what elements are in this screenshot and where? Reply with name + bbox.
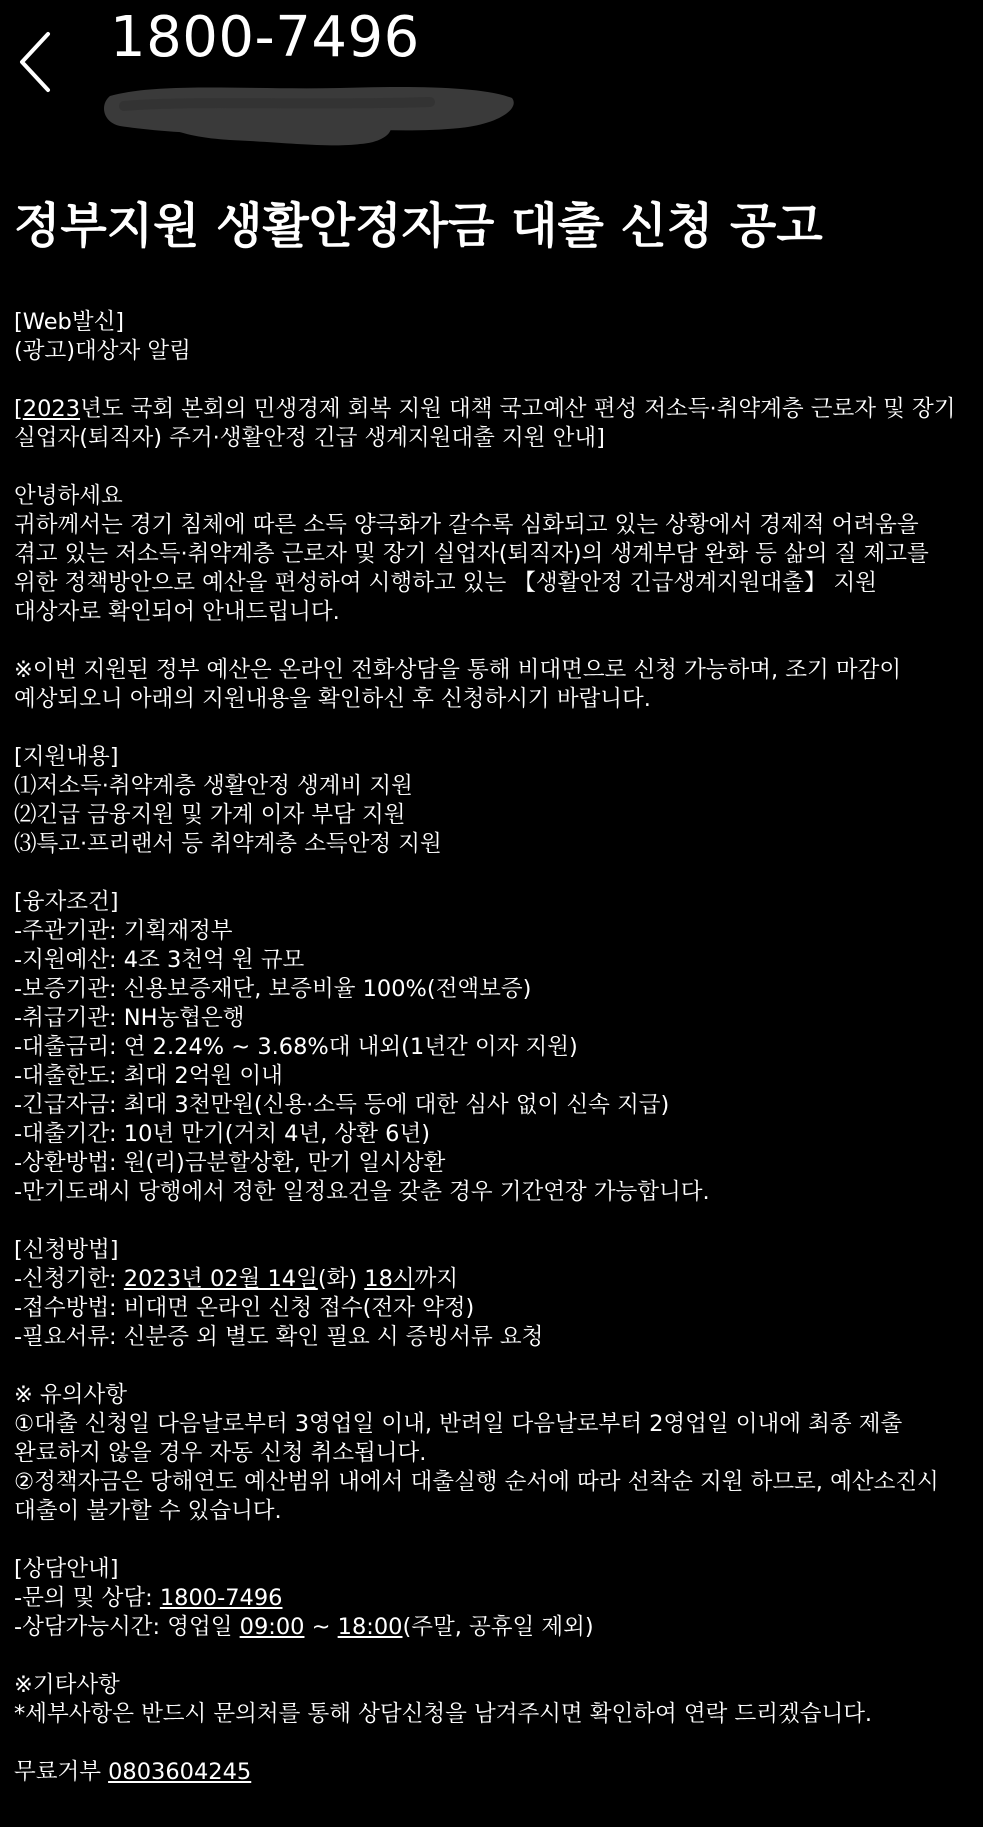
blank-line bbox=[14, 1526, 974, 1555]
message-line: -필요서류: 신분증 외 별도 확인 필요 시 증빙서류 요청 bbox=[14, 1324, 544, 1350]
message-line: [Web발신] bbox=[14, 309, 125, 335]
deadline-date-link[interactable]: 2023년 02월 14일 bbox=[123, 1266, 318, 1292]
message-line: (광고)대상자 알림 bbox=[14, 338, 191, 364]
section-heading: [융자조건] bbox=[14, 889, 119, 915]
section-heading: ※ 유의사항 bbox=[14, 1382, 127, 1408]
blank-line bbox=[14, 1352, 974, 1381]
section-heading: ※기타사항 bbox=[14, 1672, 120, 1698]
deadline-time-link[interactable]: 18시 bbox=[364, 1266, 415, 1292]
message-line: *세부사항은 반드시 문의처를 통해 상담신청을 남겨주시면 확인하여 연락 드리겠습니다. bbox=[14, 1701, 873, 1727]
message-line: ②정책자금은 당해연도 예산범위 내에서 대출실행 순서에 따라 선착순 지원 하므로, 예산소진시 bbox=[14, 1469, 939, 1495]
message-line: ①대출 신청일 다음날로부터 3영업일 이내, 반려일 다음날로부터 2영업일 이내에 최종 제출 bbox=[14, 1411, 903, 1437]
opt-out-line: 무료거부 0803604245 bbox=[14, 1759, 252, 1785]
message-line: 귀하께서는 경기 침체에 따른 소득 양극화가 갈수록 심화되고 있는 상황에서 경제적 어려움을 bbox=[14, 512, 919, 538]
message-line: -상담가능시간: 영업일 09:00 ~ 18:00(주말, 공휴일 제외) bbox=[14, 1614, 594, 1640]
chevron-left-icon bbox=[10, 26, 62, 98]
message-line: 실업자(퇴직자) 주거·생활안정 긴급 생계지원대출 지원 안내] bbox=[14, 425, 605, 451]
blank-line bbox=[14, 1729, 974, 1758]
message-line: -만기도래시 당행에서 정한 일정요건을 갖춘 경우 기간연장 가능합니다. bbox=[14, 1179, 710, 1205]
message-line: [2023년도 국회 본회의 민생경제 회복 지원 대책 국고예산 편성 저소득·취약계층 근로자 및 장기 bbox=[14, 396, 956, 422]
message-line: -긴급자금: 최대 3천만원(신용·소득 등에 대한 심사 없이 신속 지급) bbox=[14, 1092, 670, 1118]
message-line: -보증기관: 신용보증재단, 보증비율 100%(전액보증) bbox=[14, 976, 532, 1002]
sender-number[interactable]: 1800-7496 bbox=[110, 5, 420, 70]
message-line: 완료하지 않을 경우 자동 신청 취소됩니다. bbox=[14, 1440, 427, 1466]
message-line: 안녕하세요 bbox=[14, 483, 123, 509]
message-line: -신청기한: 2023년 02월 14일(화) 18시까지 bbox=[14, 1266, 459, 1292]
message-body bbox=[14, 308, 974, 1787]
message-line: 예상되오니 아래의 지원내용을 확인하신 후 신청하시기 바랍니다. bbox=[14, 686, 651, 712]
hours-end-link[interactable]: 18:00 bbox=[337, 1614, 403, 1640]
message-line: ⑵긴급 금융지원 및 가계 이자 부담 지원 bbox=[14, 802, 406, 828]
year-link[interactable]: 2023 bbox=[22, 396, 81, 422]
hours-start-link[interactable]: 09:00 bbox=[239, 1614, 305, 1640]
message-line: 대출이 불가할 수 있습니다. bbox=[14, 1498, 282, 1524]
section-heading: [상담안내] bbox=[14, 1556, 119, 1582]
blank-line bbox=[14, 627, 974, 656]
message-line: -취급기관: NH농협은행 bbox=[14, 1005, 245, 1031]
blank-line bbox=[14, 1642, 974, 1671]
message-line: 겪고 있는 저소득·취약계층 근로자 및 장기 실업자(퇴직자)의 생계부담 완화 등 삶의 질 제고를 bbox=[14, 541, 929, 567]
blank-line bbox=[14, 1207, 974, 1236]
message-line: 위한 정책방안으로 예산을 편성하여 시행하고 있는 【생활안정 긴급생계지원대출】 지원 bbox=[14, 570, 877, 596]
message-line: -대출기간: 10년 만기(거치 4년, 상환 6년) bbox=[14, 1121, 430, 1147]
section-heading: [지원내용] bbox=[14, 744, 119, 770]
notice-title: 정부지원 생활안정자금 대출 신청 공고 bbox=[14, 198, 823, 254]
blank-line bbox=[14, 859, 974, 888]
blank-line bbox=[14, 714, 974, 743]
message-line: -주관기관: 기획재정부 bbox=[14, 918, 233, 944]
message-line: -대출금리: 연 2.24% ~ 3.68%대 내외(1년간 이자 지원) bbox=[14, 1034, 578, 1060]
back-button[interactable] bbox=[10, 26, 62, 98]
message-line: 대상자로 확인되어 안내드립니다. bbox=[14, 599, 340, 625]
message-line: -대출한도: 최대 2억원 이내 bbox=[14, 1063, 283, 1089]
redaction-scribble bbox=[100, 78, 520, 156]
blank-line bbox=[14, 366, 974, 395]
message-line: ⑴저소득·취약계층 생활안정 생계비 지원 bbox=[14, 773, 413, 799]
blank-line bbox=[14, 453, 974, 482]
message-line: -접수방법: 비대면 온라인 신청 접수(전자 약정) bbox=[14, 1295, 475, 1321]
message-line: ※이번 지원된 정부 예산은 온라인 전화상담을 통해 비대면으로 신청 가능하며, 조기 마감이 bbox=[14, 657, 902, 683]
message-line: -상환방법: 원(리)금분할상환, 만기 일시상환 bbox=[14, 1150, 446, 1176]
message-header bbox=[0, 0, 983, 160]
opt-out-number-link[interactable]: 0803604245 bbox=[108, 1759, 252, 1785]
message-line: -지원예산: 4조 3천억 원 규모 bbox=[14, 947, 305, 973]
message-line: ⑶특고·프리랜서 등 취약계층 소득안정 지원 bbox=[14, 831, 442, 857]
consult-phone-link[interactable]: 1800-7496 bbox=[159, 1585, 283, 1611]
message-line: -문의 및 상담: 1800-7496 bbox=[14, 1585, 283, 1611]
section-heading: [신청방법] bbox=[14, 1237, 119, 1263]
